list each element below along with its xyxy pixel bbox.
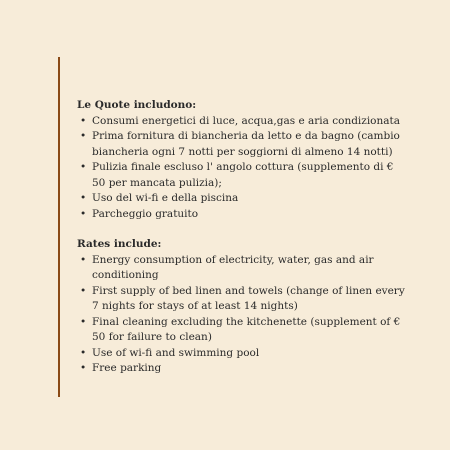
list-item: • Free parking bbox=[77, 361, 407, 377]
list-item: • Use of wi-fi and swimming pool bbox=[77, 346, 407, 362]
list-item: • Prima fornitura di biancheria da letto e da bagno (cambio biancheria ogni 7 notti per soggiorni di almeno 14 notti) bbox=[77, 129, 407, 160]
vertical-divider-line bbox=[58, 57, 60, 397]
list-item: • Parcheggio gratuito bbox=[77, 207, 407, 223]
english-section-title: Rates include: bbox=[77, 238, 162, 250]
rates-content bbox=[77, 98, 407, 377]
english-inclusions-list bbox=[77, 253, 407, 377]
list-item: • First supply of bed linen and towels (change of linen every 7 nights for stays of at least 14 nights) bbox=[77, 284, 407, 315]
list-item: • Energy consumption of electricity, water, gas and air conditioning bbox=[77, 253, 407, 284]
list-item: • Uso del wi-fi e della piscina bbox=[77, 191, 407, 207]
list-item: • Consumi energetici di luce, acqua,gas e aria condizionata bbox=[77, 114, 407, 130]
section-spacer bbox=[77, 222, 407, 237]
list-item: • Pulizia finale escluso l' angolo cottura (supplemento di € 50 per mancata pulizia); bbox=[77, 160, 407, 191]
italian-inclusions-list bbox=[77, 114, 407, 223]
italian-section-title: Le Quote includono: bbox=[77, 99, 197, 111]
list-item: • Final cleaning excluding the kitchenette (supplement of € 50 for failure to clean) bbox=[77, 315, 407, 346]
